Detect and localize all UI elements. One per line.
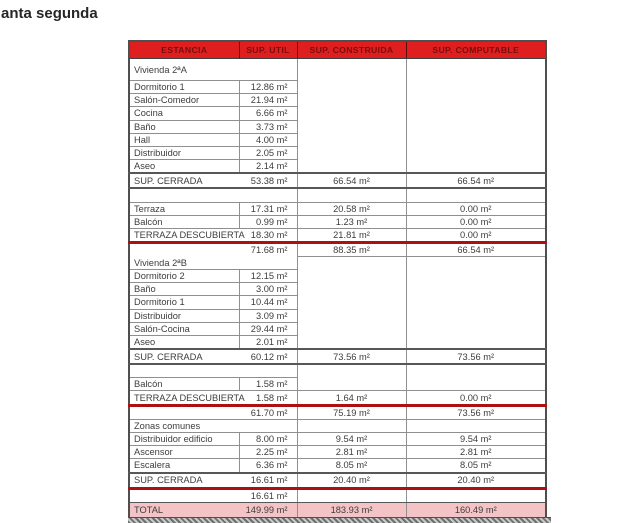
cell-sup-util: 1.58 m² bbox=[239, 378, 297, 391]
cell-sup-construida: 88.35 m² bbox=[297, 243, 406, 257]
cell-sup-util: 29.44 m² bbox=[239, 322, 297, 335]
cell-sup-computable: 73.56 m² bbox=[406, 405, 546, 419]
page-title: anta segunda bbox=[1, 5, 98, 22]
cell-sup-util: 2.25 m² bbox=[239, 446, 297, 459]
cell-estancia: Vivienda 2ªA bbox=[129, 59, 297, 81]
cell-estancia: Salón-Comedor bbox=[129, 94, 239, 107]
cell-sup-util: 10.44 m² bbox=[239, 296, 297, 309]
table-row bbox=[129, 202, 546, 215]
cell-sup-computable: 2.81 m² bbox=[406, 446, 546, 459]
cell-sup-util: 3.09 m² bbox=[239, 309, 297, 322]
cell-sup-util: 3.00 m² bbox=[239, 283, 297, 296]
cell-sup-construida: 21.81 m² bbox=[297, 228, 406, 242]
table-row bbox=[129, 283, 546, 296]
table-row bbox=[129, 107, 546, 120]
cell-sup-computable bbox=[406, 81, 546, 94]
cell-sup-construida bbox=[297, 81, 406, 94]
table-row bbox=[129, 309, 546, 322]
cell-sup-util: 2.01 m² bbox=[239, 335, 297, 349]
cell-sup-computable: 9.54 m² bbox=[406, 433, 546, 446]
cell-sup-construida: 73.56 m² bbox=[297, 349, 406, 364]
cell-sup-construida bbox=[297, 378, 406, 391]
cell-sup-computable bbox=[406, 335, 546, 349]
cell-sup-computable bbox=[406, 309, 546, 322]
cell-sup-construida bbox=[297, 120, 406, 133]
table-row bbox=[129, 173, 546, 188]
cell-sup-computable bbox=[406, 378, 546, 391]
cell-sup-construida: 9.54 m² bbox=[297, 433, 406, 446]
table-bottom-border bbox=[128, 517, 551, 523]
table-row bbox=[129, 257, 546, 270]
cell-sup-computable: 66.54 m² bbox=[406, 243, 546, 257]
cell-sup-construida bbox=[297, 107, 406, 120]
cell-estancia: Escalera bbox=[129, 459, 239, 473]
table-row bbox=[129, 446, 546, 459]
cell-estancia: TERRAZA DESCUBIERTA 1.58 m² bbox=[129, 391, 297, 405]
table-row bbox=[129, 243, 546, 257]
cell-sup-construida bbox=[297, 59, 406, 81]
cell-estancia: Ascensor bbox=[129, 446, 239, 459]
cell-sup-construida bbox=[297, 146, 406, 159]
cell-sup-util: 6.66 m² bbox=[239, 107, 297, 120]
cell-sup-util: 4.00 m² bbox=[239, 133, 297, 146]
surface-areas-table bbox=[128, 40, 547, 517]
cell-sup-construida: 66.54 m² bbox=[297, 173, 406, 188]
cell-estancia bbox=[129, 188, 297, 202]
cell-sup-computable bbox=[406, 188, 546, 202]
cell-estancia: Distribuidor edificio bbox=[129, 433, 239, 446]
cell-estancia: Distribuidor bbox=[129, 146, 239, 159]
cell-sup-computable: 0.00 m² bbox=[406, 391, 546, 405]
column-header-estancia: ESTANCIA bbox=[129, 41, 239, 59]
cell-sup-construida: 75.19 m² bbox=[297, 405, 406, 419]
cell-sup-construida: 8.05 m² bbox=[297, 459, 406, 473]
table-row bbox=[129, 188, 546, 202]
cell-sup-construida bbox=[297, 335, 406, 349]
cell-estancia bbox=[129, 364, 297, 378]
cell-sup-construida bbox=[297, 257, 406, 270]
cell-sup-computable bbox=[406, 133, 546, 146]
cell-estancia: TOTAL 149.99 m² bbox=[129, 502, 297, 517]
cell-sup-construida bbox=[297, 322, 406, 335]
column-header-sup-computable: SUP. COMPUTABLE bbox=[406, 41, 546, 59]
table-row bbox=[129, 364, 546, 378]
cell-sup-computable: 0.00 m² bbox=[406, 215, 546, 228]
cell-sup-construida bbox=[297, 269, 406, 282]
cell-sup-construida bbox=[297, 160, 406, 174]
cell-sup-computable bbox=[406, 283, 546, 296]
table-row bbox=[129, 378, 546, 391]
cell-estancia: Hall bbox=[129, 133, 239, 146]
cell-sup-util: 3.73 m² bbox=[239, 120, 297, 133]
cell-estancia: Dormitorio 2 bbox=[129, 269, 239, 282]
table-row bbox=[129, 349, 546, 364]
cell-estancia: Balcón bbox=[129, 215, 239, 228]
cell-sup-util: 12.15 m² bbox=[239, 269, 297, 282]
cell-sup-computable: 8.05 m² bbox=[406, 459, 546, 473]
table-body bbox=[129, 41, 546, 517]
cell-sup-computable bbox=[406, 107, 546, 120]
cell-estancia: Aseo bbox=[129, 335, 239, 349]
cell-sup-computable: 0.00 m² bbox=[406, 228, 546, 242]
cell-sup-construida: 2.81 m² bbox=[297, 446, 406, 459]
cell-estancia: SUP. CERRADA 16.61 m² bbox=[129, 473, 297, 489]
table-row bbox=[129, 120, 546, 133]
table-row bbox=[129, 391, 546, 405]
cell-sup-util: 6.36 m² bbox=[239, 459, 297, 473]
cell-sup-computable bbox=[406, 296, 546, 309]
cell-sup-computable bbox=[406, 146, 546, 159]
cell-sup-computable bbox=[406, 322, 546, 335]
surface-table bbox=[128, 40, 545, 523]
cell-sup-construida bbox=[297, 488, 406, 502]
cell-sup-util: 17.31 m² bbox=[239, 202, 297, 215]
column-header-sup-util: SUP. UTIL bbox=[239, 41, 297, 59]
cell-sup-computable: 0.00 m² bbox=[406, 202, 546, 215]
cell-sup-construida bbox=[297, 133, 406, 146]
cell-sup-construida: 1.23 m² bbox=[297, 215, 406, 228]
cell-sup-computable bbox=[406, 364, 546, 378]
cell-sup-construida bbox=[297, 188, 406, 202]
cell-estancia: TERRAZA DESCUBIERTA 18.30 m² bbox=[129, 228, 297, 242]
cell-estancia: Distribuidor bbox=[129, 309, 239, 322]
header-row bbox=[129, 41, 546, 59]
cell-sup-construida: 1.64 m² bbox=[297, 391, 406, 405]
cell-sup-computable: 160.49 m² bbox=[406, 502, 546, 517]
table-row bbox=[129, 94, 546, 107]
cell-estancia: SUP. CERRADA 60.12 m² bbox=[129, 349, 297, 364]
cell-estancia: Baño bbox=[129, 120, 239, 133]
cell-sup-util: 2.05 m² bbox=[239, 146, 297, 159]
cell-sup-computable bbox=[406, 419, 546, 432]
table-row bbox=[129, 473, 546, 489]
column-header-sup-construida: SUP. CONSTRUIDA bbox=[297, 41, 406, 59]
cell-sup-construida: 20.58 m² bbox=[297, 202, 406, 215]
cell-sup-util: 21.94 m² bbox=[239, 94, 297, 107]
cell-sup-construida bbox=[297, 94, 406, 107]
cell-estancia: Balcón bbox=[129, 378, 239, 391]
cell-sup-computable bbox=[406, 488, 546, 502]
cell-sup-construida bbox=[297, 296, 406, 309]
cell-estancia: 71.68 m² bbox=[129, 243, 297, 257]
table-row bbox=[129, 459, 546, 473]
cell-sup-computable: 73.56 m² bbox=[406, 349, 546, 364]
cell-estancia: Dormitorio 1 bbox=[129, 81, 239, 94]
table-row bbox=[129, 322, 546, 335]
table-row bbox=[129, 433, 546, 446]
cell-estancia: 61.70 m² bbox=[129, 405, 297, 419]
cell-sup-computable bbox=[406, 160, 546, 174]
cell-sup-computable bbox=[406, 257, 546, 270]
cell-estancia: Vivienda 2ªB bbox=[129, 257, 297, 270]
cell-sup-util: 0.99 m² bbox=[239, 215, 297, 228]
cell-sup-construida: 183.93 m² bbox=[297, 502, 406, 517]
table-row bbox=[129, 133, 546, 146]
cell-estancia: 16.61 m² bbox=[129, 488, 297, 502]
cell-estancia: Zonas comunes bbox=[129, 419, 297, 432]
cell-sup-construida bbox=[297, 283, 406, 296]
cell-estancia: Salón-Cocina bbox=[129, 322, 239, 335]
cell-estancia: SUP. CERRADA 53.38 m² bbox=[129, 173, 297, 188]
cell-sup-util: 12.86 m² bbox=[239, 81, 297, 94]
cell-sup-computable: 20.40 m² bbox=[406, 473, 546, 489]
cell-sup-construida: 20.40 m² bbox=[297, 473, 406, 489]
table-row bbox=[129, 228, 546, 242]
cell-estancia: Cocina bbox=[129, 107, 239, 120]
table-row bbox=[129, 215, 546, 228]
table-row bbox=[129, 502, 546, 517]
cell-estancia: Aseo bbox=[129, 160, 239, 174]
table-row bbox=[129, 59, 546, 81]
cell-estancia: Terraza bbox=[129, 202, 239, 215]
cell-sup-computable bbox=[406, 94, 546, 107]
table-row bbox=[129, 488, 546, 502]
table-row bbox=[129, 269, 546, 282]
cell-sup-util: 8.00 m² bbox=[239, 433, 297, 446]
table-row bbox=[129, 296, 546, 309]
cell-sup-construida bbox=[297, 309, 406, 322]
cell-sup-computable bbox=[406, 269, 546, 282]
table-row bbox=[129, 335, 546, 349]
cell-sup-construida bbox=[297, 419, 406, 432]
cell-sup-construida bbox=[297, 364, 406, 378]
cell-estancia: Baño bbox=[129, 283, 239, 296]
cell-sup-computable bbox=[406, 59, 546, 81]
cell-sup-computable: 66.54 m² bbox=[406, 173, 546, 188]
table-row bbox=[129, 160, 546, 174]
cell-estancia: Dormitorio 1 bbox=[129, 296, 239, 309]
cell-sup-util: 2.14 m² bbox=[239, 160, 297, 174]
table-row bbox=[129, 146, 546, 159]
table-row bbox=[129, 419, 546, 432]
table-row bbox=[129, 81, 546, 94]
table-row bbox=[129, 405, 546, 419]
cell-sup-computable bbox=[406, 120, 546, 133]
